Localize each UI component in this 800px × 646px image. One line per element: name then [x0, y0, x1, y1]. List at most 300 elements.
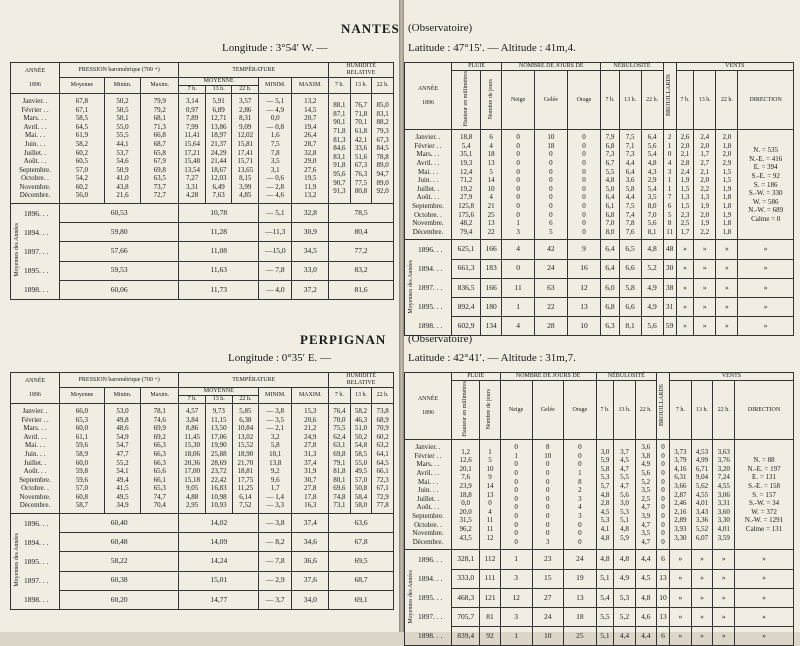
nombre-jours-pluie-header: Nombre de jours	[486, 388, 493, 429]
vit-22h-column: 2,0 1,8 2,0 2,9 1,5 1,5 1,9 1,8 1,8 1,9 1,8 1,8	[716, 130, 738, 240]
months-column: Janvier. . Février . . Mars. . . Avril. . . Mai. . . Juin. . . Juillet. . Août. . . Septembre. Octobre. . Novembre. Décembre.	[405, 440, 452, 550]
yr-brouil: 13	[656, 569, 669, 588]
yr-snow: 3	[500, 569, 532, 588]
yr-gel: 24	[535, 259, 567, 278]
yr-n22: 5,6	[641, 317, 663, 336]
yr-orage: 25	[563, 627, 596, 646]
yr-v22: »	[713, 588, 735, 607]
perpignan-latitude: Latitude : 42°41′. — Altitude : 31m,7.	[408, 352, 576, 364]
year-label: 1895. . .	[418, 593, 443, 603]
year-label: 1894. . .	[418, 574, 443, 584]
hum-13h-header: 13 h.	[350, 78, 372, 94]
orage-header: Orage	[563, 381, 596, 440]
perpignan-observatoire: (Observatoire)	[408, 333, 473, 345]
yr-orage: 18	[563, 607, 596, 626]
vit-13h-column: 4,53 4,99 6,71 9,04 5,62 4,55 4,01 3,43 3,36 5,52 6,07	[691, 440, 713, 550]
yr-gel: 10	[532, 627, 563, 646]
year-min: — 7,8	[259, 552, 292, 571]
yr-brouil: 13	[656, 607, 669, 626]
yr-n7: 5,1	[596, 569, 614, 588]
year-max: 37,6	[292, 571, 329, 590]
yr-brouil: 6	[656, 627, 669, 646]
pression-header: PRESSION barométrique (700 +)	[60, 373, 179, 388]
rain-days-column: 1 5 10 9 14 13 0 4 11 11 12	[480, 440, 500, 550]
vit-7h-column: 2,6 2,0 2,1 2,8 2,4 1,9 1,5 1,3 1,5 2,3 2,5 1,7	[676, 130, 694, 240]
neb-22h-header: 22 h.	[635, 381, 656, 440]
year-temp: 11,28	[179, 223, 259, 242]
orage-column: 0 0 0 0 0 0 0 0 0 0 0 0	[567, 130, 601, 240]
yr-days: 92	[480, 627, 500, 646]
perpignan-right-table	[404, 372, 794, 646]
perpignan-title: PERPIGNAN	[300, 332, 387, 347]
year-max: 37,2	[292, 280, 329, 299]
yr-n13: 5,8	[619, 278, 641, 297]
averages-label: Moyennes des Années	[407, 259, 414, 314]
year-humidity: 67,8	[329, 533, 394, 552]
year-pression: 60,40	[60, 514, 179, 533]
yr-n13: 6,6	[619, 297, 641, 316]
gel-column: 8 10 0 0 0 0 0 0 0 0 0 3	[532, 440, 563, 550]
rain-days-column: 6 4 18 13 5 14 10 4 21 25 13 22	[481, 130, 502, 240]
year-min: —15,0	[259, 242, 292, 261]
orage-column: 0 0 0 1 8 2 3 4 3 0 0 0	[563, 440, 596, 550]
months-column: Janvier. . Février . . Mars. . . Avril. . . Mai. . . Juin. . . Juillet. . Août. . . Septembre. Octobre. . Novembre. Décembre.	[11, 94, 60, 204]
perpignan-longitude: Longitude : 0°35′ E. —	[228, 352, 332, 364]
pression-moy-header: Moyenne	[60, 78, 105, 94]
yr-rain: 661,3	[452, 259, 481, 278]
yr-n13: 4,9	[614, 569, 635, 588]
vit-7h-header: 7 h.	[676, 71, 694, 130]
year-label: 1898. . .	[24, 285, 49, 294]
yr-v22: »	[716, 278, 738, 297]
yr-v22: »	[716, 240, 738, 259]
nantes-longitude: Longitude : 3°54′ W. —	[222, 42, 328, 54]
vit-22h-header: 22 h.	[713, 381, 735, 440]
vit-7h-column: 3,73 3,79 4,16 6,31 3,66 2,87 2,46 2,16 2,89 3,93 3,30	[669, 440, 691, 550]
yr-days: 112	[480, 550, 500, 569]
year-temp: 14,02	[179, 514, 259, 533]
yr-dir: »	[738, 278, 794, 297]
yr-dir: »	[738, 317, 794, 336]
yr-v7: »	[669, 607, 691, 626]
year-min: — 3,8	[259, 514, 292, 533]
yr-dir: »	[738, 297, 794, 316]
yr-n13: 5,3	[614, 588, 635, 607]
yr-n7: 4,8	[596, 550, 614, 569]
brouillards-header: BROUILLARDS	[666, 73, 673, 116]
temp-22h-header: 22 h.	[232, 396, 259, 404]
temp-13h-header: 13 h.	[205, 396, 232, 404]
year-temp: 10,78	[179, 204, 259, 223]
yr-brouil: 38	[663, 278, 676, 297]
vents-header: VENTS	[669, 373, 793, 381]
yr-dir: »	[735, 588, 794, 607]
yr-brouil: 31	[663, 297, 676, 316]
yr-rain: 602,9	[452, 317, 481, 336]
perpignan-left-table	[10, 372, 394, 610]
yr-rain: 836,5	[452, 278, 481, 297]
yr-v22: »	[713, 550, 735, 569]
temp-moyenne-header: MOYENNE	[179, 78, 259, 86]
neb-22h-header: 22 h.	[641, 71, 663, 130]
yr-days: 180	[481, 297, 502, 316]
humidite-header: HUMIDITÉ RELATIVE	[329, 373, 394, 388]
temp-min-column: — 3,8 — 3,5 — 2,1 3,2 5,8 10,1 13,8 9,2 9,6 1,7 — 1,4 — 3,3	[259, 404, 292, 514]
nantes-right-table	[404, 62, 794, 336]
year-label: 1896. . .	[418, 245, 443, 255]
yr-v7: »	[669, 588, 691, 607]
year-label: 1897. . .	[418, 283, 443, 293]
year-max: 34,6	[292, 533, 329, 552]
yr-dir: »	[738, 259, 794, 278]
nombre-jours-header: NOMBRE DE JOURS DE	[500, 373, 596, 381]
yr-rain: 468,3	[452, 588, 480, 607]
yr-snow: 1	[500, 550, 532, 569]
temp-min-header: MINIM.	[259, 388, 292, 404]
pression-min-header: Minim.	[104, 388, 140, 404]
yr-n22: 4,4	[635, 627, 656, 646]
yr-gel: 42	[535, 240, 567, 259]
year-min: —11,3	[259, 223, 292, 242]
nebulosite-header: NÉBULOSITÉ	[601, 63, 663, 71]
yr-n7: 5,4	[596, 588, 614, 607]
yr-rain: 705,7	[452, 607, 480, 626]
temp-7h-column: 4,57 3,84 8,86 11,45 15,30 18,06 20,36 17,00 15,18 9,05 4,88 2,95	[179, 404, 206, 514]
yr-orage: 13	[567, 297, 601, 316]
temp-22h-header: 22 h.	[232, 86, 259, 94]
year-max: 34,5	[292, 242, 329, 261]
yr-gel: 27	[532, 588, 563, 607]
humidite-header: HUMIDITÉ RELATIVE	[329, 63, 394, 78]
pluie-header: PLUIE	[452, 63, 502, 71]
vit-13h-header: 13 h.	[694, 71, 716, 130]
yr-v13: »	[694, 240, 716, 259]
year-pression: 59,80	[60, 223, 179, 242]
year-max: 36,6	[292, 552, 329, 571]
yr-v13: »	[691, 588, 713, 607]
yr-days: 121	[480, 588, 500, 607]
year-humidity: 69,1	[329, 590, 394, 609]
hum-22h-header: 22 h.	[372, 388, 394, 404]
averages-years-cell	[11, 514, 60, 610]
year-pression: 60,06	[60, 280, 179, 299]
year-min: — 5,1	[259, 204, 292, 223]
yr-gel: 28	[535, 317, 567, 336]
yr-dir: »	[735, 607, 794, 626]
hauteur-header: Hauteur en millimètres	[462, 381, 469, 437]
year-min: — 3,7	[259, 590, 292, 609]
pression-moy-column: 67,8 67,1 58,5 64,5 61,9 58,2 60,2 60,5 57,0 54,2 60,2 56,0	[60, 94, 105, 204]
pression-moy-header: Moyenne	[60, 388, 105, 404]
neb-13h-column: 7,5 7,1 7,3 4,4 6,4 3,6 5,8 4,4 7,5 7,4 7,8 7,6	[619, 130, 641, 240]
yr-gel: 24	[532, 607, 563, 626]
nebulosite-header: NÉBULOSITÉ	[596, 373, 656, 381]
pression-header: PRESSION barométrique (700 +)	[60, 63, 179, 78]
yr-n7: 6,4	[601, 240, 619, 259]
yr-v22: »	[713, 627, 735, 646]
annee-header: ANNÉE 1896	[11, 63, 60, 94]
yr-v13: »	[691, 569, 713, 588]
yr-dir: »	[735, 550, 794, 569]
hum-7h-column: 76,4 70,0 75,5 62,4 63,1 69,8 79,1 81,8 80,1 69,6 74,8 73,1	[329, 404, 351, 514]
orage-header: Orage	[567, 71, 601, 130]
yr-orage: 9	[567, 240, 601, 259]
yr-n7: 5,5	[596, 607, 614, 626]
year-label: 1894. . .	[24, 538, 49, 547]
direction-header: DIRECTION	[735, 381, 794, 440]
year-max: 34,0	[292, 590, 329, 609]
yr-v13: »	[691, 550, 713, 569]
yr-n22: 4,8	[635, 588, 656, 607]
neb-7h-header: 7 h.	[596, 381, 614, 440]
temp-13h-column: 9,73 11,15 13,50 17,06 19,90 25,88 28,69 23,72 22,42 16,83 10,98 10,93	[205, 404, 232, 514]
pression-max-header: Maxim.	[141, 78, 179, 94]
year-temp: 11,63	[179, 261, 259, 280]
year-label: 1897. . .	[418, 612, 443, 622]
year-label: 1895. . .	[418, 302, 443, 312]
yr-n7: 6,3	[601, 317, 619, 336]
annee-header: ANNÉE 1896	[405, 63, 452, 130]
yr-gel: 63	[535, 278, 567, 297]
yr-n7: 6,0	[601, 278, 619, 297]
year-pression: 57,66	[60, 242, 179, 261]
hum-22h-column: 85,0 83,1 88,2 79,3 67,3 84,5 78,8 89,0 94,7 89,0 92,0	[372, 94, 394, 204]
hum-7h-header: 7 h.	[329, 388, 351, 404]
averages-label: Moyennes des Années	[13, 533, 20, 588]
yr-dir: »	[735, 627, 794, 646]
yr-n22: 4,5	[635, 569, 656, 588]
pression-max-header: Maxim.	[141, 388, 179, 404]
yr-v13: »	[691, 607, 713, 626]
pression-min-column: 53,0 49,8 48,6 54,9 54,7 47,7 55,2 54,1 49,4 41,5 49,5 34,9	[104, 404, 140, 514]
yr-rain: 333,0	[452, 569, 480, 588]
yr-orage: 19	[563, 569, 596, 588]
yr-brouil: 10	[656, 588, 669, 607]
year-label: 1898. . .	[24, 595, 49, 604]
hum-22h-header: 22 h.	[372, 78, 394, 94]
neige-header: Neige	[500, 381, 532, 440]
yr-orage: 12	[567, 278, 601, 297]
temp-13h-column: 5,91 6,89 12,71 13,86 18,97 21,37 24,29 21,44 18,67 12,03 6,49 7,63	[205, 94, 232, 204]
yr-v7: »	[676, 259, 694, 278]
year-humidity: 68,7	[329, 571, 394, 590]
year-max: 37,4	[292, 514, 329, 533]
hum-13h-header: 13 h.	[350, 388, 372, 404]
yr-orage: 24	[563, 550, 596, 569]
yr-brouil: 30	[663, 259, 676, 278]
yr-n22: 5,2	[641, 259, 663, 278]
nombre-jours-header: NOMBRE DE JOURS DE	[502, 63, 601, 71]
averages-label: Moyennes des Années	[407, 569, 414, 624]
yr-v7: »	[669, 550, 691, 569]
pression-min-header: Minim.	[104, 78, 140, 94]
vit-7h-header: 7 h.	[669, 381, 691, 440]
neb-22h-column: 3,6 3,8 4,9 5,6 5,2 3,5 2,5 4,7 3,9 4,7 3,5 4,7	[635, 440, 656, 550]
yr-rain: 328,1	[452, 550, 480, 569]
year-humidity: 80,4	[329, 223, 394, 242]
year-pression: 60,20	[60, 590, 179, 609]
yr-gel: 15	[532, 569, 563, 588]
year-humidity: 77,2	[329, 242, 394, 261]
hum-7h-header: 7 h.	[329, 78, 351, 94]
yr-v7: »	[669, 569, 691, 588]
year-temp: 11,73	[179, 280, 259, 299]
year-label: 1896. . .	[24, 519, 49, 528]
year-label: 1896. . .	[24, 209, 49, 218]
vit-13h-column: 2,4 2,0 1,7 2,7 2,1 2,0 2,2 1,3 1,9 2,0 1,9 2,2	[694, 130, 716, 240]
yr-n22: 4,6	[635, 607, 656, 626]
year-max: 33,0	[292, 261, 329, 280]
yr-v13: »	[694, 297, 716, 316]
nantes-title: NANTES	[341, 21, 400, 36]
pression-min-column: 50,2 50,5 50,1 55,0 55,5 44,1 53,7 54,6 50,9 41,0 43,8 21,6	[104, 94, 140, 204]
yr-v7: »	[676, 240, 694, 259]
pression-max-column: 79,9 79,2 68,1 71,3 66,8 68,7 65,8 67,9 69,8 63,5 73,7 72,7	[141, 94, 179, 204]
year-label: 1894. . .	[24, 228, 49, 237]
neige-header: Neige	[502, 71, 535, 130]
averages-label: Moyennes des Années	[13, 223, 20, 278]
yr-n22: 4,9	[641, 297, 663, 316]
yr-v22: »	[716, 297, 738, 316]
temp-13h-header: 13 h.	[205, 86, 232, 94]
year-humidity: 83,2	[329, 261, 394, 280]
year-label: 1897. . .	[24, 576, 49, 585]
yr-days: 166	[481, 240, 502, 259]
neb-7h-header: 7 h.	[601, 71, 619, 130]
temp-moyenne-header: MOYENNE	[179, 388, 259, 396]
direction-column: N. = 88 N.-E. = 197 E. = 131 S.-E. = 158 S. = 157 S.-W. = 34 W. = 372 N.-W. = 1291 Calme = 131	[735, 440, 794, 550]
yr-days: 183	[481, 259, 502, 278]
year-humidity: 78,5	[329, 204, 394, 223]
temp-min-column: — 5,1 — 4,9 0,0 — 0,8 1,6 7,5 7,8 3,5 3,1 — 0,6 — 2,8 — 4,6	[259, 94, 292, 204]
yr-orage: 10	[567, 317, 601, 336]
snow-column: 0 0 0 0 0 0 0 0 0 0 1 3	[502, 130, 535, 240]
yr-orage: 13	[563, 588, 596, 607]
yr-orage: 16	[567, 259, 601, 278]
yr-rain: 839,4	[452, 627, 480, 646]
left-page	[0, 0, 399, 632]
right-page	[404, 0, 800, 641]
yr-gel: 22	[535, 297, 567, 316]
months-column: Janvier. . Février . . Mars. . . Avril. . . Mai. . . Juin. . . Juillet. . Août. . . Septembre. Octobre. . Novembre. Décembre.	[11, 404, 60, 514]
nantes-observatoire: (Observatoire)	[408, 22, 473, 34]
yr-n13: 4,4	[614, 627, 635, 646]
yr-days: 81	[480, 607, 500, 626]
yr-snow: 4	[502, 240, 535, 259]
year-label: 1897. . .	[24, 247, 49, 256]
year-pression: 58,22	[60, 552, 179, 571]
year-label: 1895. . .	[24, 557, 49, 566]
yr-n13: 6,5	[619, 240, 641, 259]
neb-13h-header: 13 h.	[619, 71, 641, 130]
yr-v7: »	[676, 317, 694, 336]
year-pression: 60,53	[60, 204, 179, 223]
yr-brouil: 59	[663, 317, 676, 336]
temp-max-column: 15,3 20,6 21,2 24,9 27,8 31,3 37,4 31,9 30,7 27,8 17,8 16,3	[292, 404, 329, 514]
yr-v13: »	[694, 259, 716, 278]
yr-rain: 892,4	[452, 297, 481, 316]
annee-header: ANNÉE 1896	[405, 373, 452, 440]
year-min: — 2,9	[259, 571, 292, 590]
yr-v13: »	[694, 317, 716, 336]
temperature-header: TEMPÉRATURE	[179, 373, 329, 388]
year-temp: 14,77	[179, 590, 259, 609]
year-humidity: 69,5	[329, 552, 394, 571]
yr-brouil: 6	[656, 550, 669, 569]
temp-7h-header: 7 h.	[179, 396, 206, 404]
yr-snow: 12	[500, 588, 532, 607]
yr-n13: 6,6	[619, 259, 641, 278]
vit-22h-column: 3,63 3,76 3,20 7,24 4,55 3,06 3,31 3,60 3,30 4,01 3,59	[713, 440, 735, 550]
brouillards-header: BROUILLARDS	[659, 383, 666, 426]
yr-n13: 4,8	[614, 550, 635, 569]
hum-7h-column: 88,1 87,1 90,1 71,8 81,3 84,6 83,1 91,8 95,6 90,7 91,3	[329, 94, 351, 204]
yr-n22: 4,9	[641, 278, 663, 297]
vit-13h-header: 13 h.	[691, 381, 713, 440]
year-pression: 60,48	[60, 533, 179, 552]
pression-max-column: 78,1 74,6 69,9 69,2 66,3 66,3 66,3 65,6 66,1 65,3 74,7 70,4	[141, 404, 179, 514]
yr-n7: 6,4	[601, 259, 619, 278]
yr-brouil: 48	[663, 240, 676, 259]
months-column: Janvier. . Février . . Mars. . . Avril. . . Mai. . . Juin. . . Juillet. . Août. . . Septembre. Octobre. . Novembre. Décembre.	[405, 130, 452, 240]
direction-header: DIRECTION	[738, 71, 794, 130]
yr-v22: »	[713, 607, 735, 626]
yr-rain: 625,1	[452, 240, 481, 259]
hum-13h-column: 58,2 46,3 51,0 50,2 54,8 58,5 55,0 49,5 57,0 50,8 58,4 58,0	[350, 404, 372, 514]
year-label: 1898. . .	[418, 321, 443, 331]
year-min: — 8,2	[259, 533, 292, 552]
neb-7h-column: 3,0 5,9 5,8 5,3 5,7 4,8 2,8 4,5 5,3 4,1 4,8	[596, 440, 614, 550]
year-temp: 11,08	[179, 242, 259, 261]
gel-column: 10 18 0 0 0 0 0 0 0 0 6 5	[535, 130, 567, 240]
year-temp: 14,09	[179, 533, 259, 552]
temp-7h-column: 3,14 0,97 7,89 7,99 11,41 15,64 17,21 15,48 13,54 7,27 3,31 4,28	[179, 94, 206, 204]
pluie-header: PLUIE	[452, 373, 501, 381]
year-label: 1898. . .	[418, 631, 443, 641]
direction-column: N. = 535 N.-E. = 416 E. = 394 S.-E. = 92 S. = 186 S.-W. = 330 W. = 586 N.-W. = 689 Calme = 0	[738, 130, 794, 240]
year-humidity: 81,6	[329, 280, 394, 299]
neb-7h-column: 7,9 6,8 7,3 6,7 5,5 4,8 5,0 6,4 6,1 6,8 7,0 8,0	[601, 130, 619, 240]
temp-22h-column: 3,57 2,86 8,31 9,09 12,02 15,81 17,41 15,71 13,65 8,15 3,99 4,85	[232, 94, 259, 204]
rain-column: 1,2 12,6 20,1 7,6 23,9 18,8 0,0 20,0 31,5 96,2 43,5	[452, 440, 480, 550]
yr-n13: 5,2	[614, 607, 635, 626]
gelee-header: Gelée	[535, 71, 567, 130]
temp-min-header: MINIM.	[259, 78, 292, 94]
nantes-left-table	[10, 62, 394, 300]
year-temp: 15,01	[179, 571, 259, 590]
year-temp: 14,24	[179, 552, 259, 571]
temp-7h-header: 7 h.	[179, 86, 206, 94]
temp-max-column: 13,2 14,5 20,7 19,4 26,4 28,7 32,8 29,0 27,6 19,5 11,9 13,2	[292, 94, 329, 204]
brouillards-column: 2 1 0 4 3 1 1 7 6 5 8 11	[663, 130, 676, 240]
hauteur-header: Hauteur en millimètres	[462, 71, 469, 127]
yr-n13: 8,1	[619, 317, 641, 336]
yr-v7: »	[676, 297, 694, 316]
year-label: 1894. . .	[418, 264, 443, 274]
averages-years-cell	[11, 204, 60, 300]
gelee-header: Gelée	[532, 381, 563, 440]
yr-n22: 4,8	[641, 240, 663, 259]
yr-v22: »	[716, 259, 738, 278]
annee-header: ANNÉE 1896	[11, 373, 60, 404]
pression-moy-column: 66,0 65,3 60,0 61,1 59,6 58,9 60,0 59,8 59,6 57,0 60,8 58,7	[60, 404, 105, 514]
yr-n7: 6,8	[601, 297, 619, 316]
year-min: — 4,0	[259, 280, 292, 299]
brouillards-column: 0 0 0 0 0 0 0 0 0 0 0 0	[656, 440, 669, 550]
yr-dir: »	[735, 569, 794, 588]
hum-22h-column: 73,8 68,9 70,9 60,2 63,2 64,1 64,5 66,1 72,3 67,1 72,9 77,8	[372, 404, 394, 514]
temp-max-header: MAXIM.	[292, 388, 329, 404]
